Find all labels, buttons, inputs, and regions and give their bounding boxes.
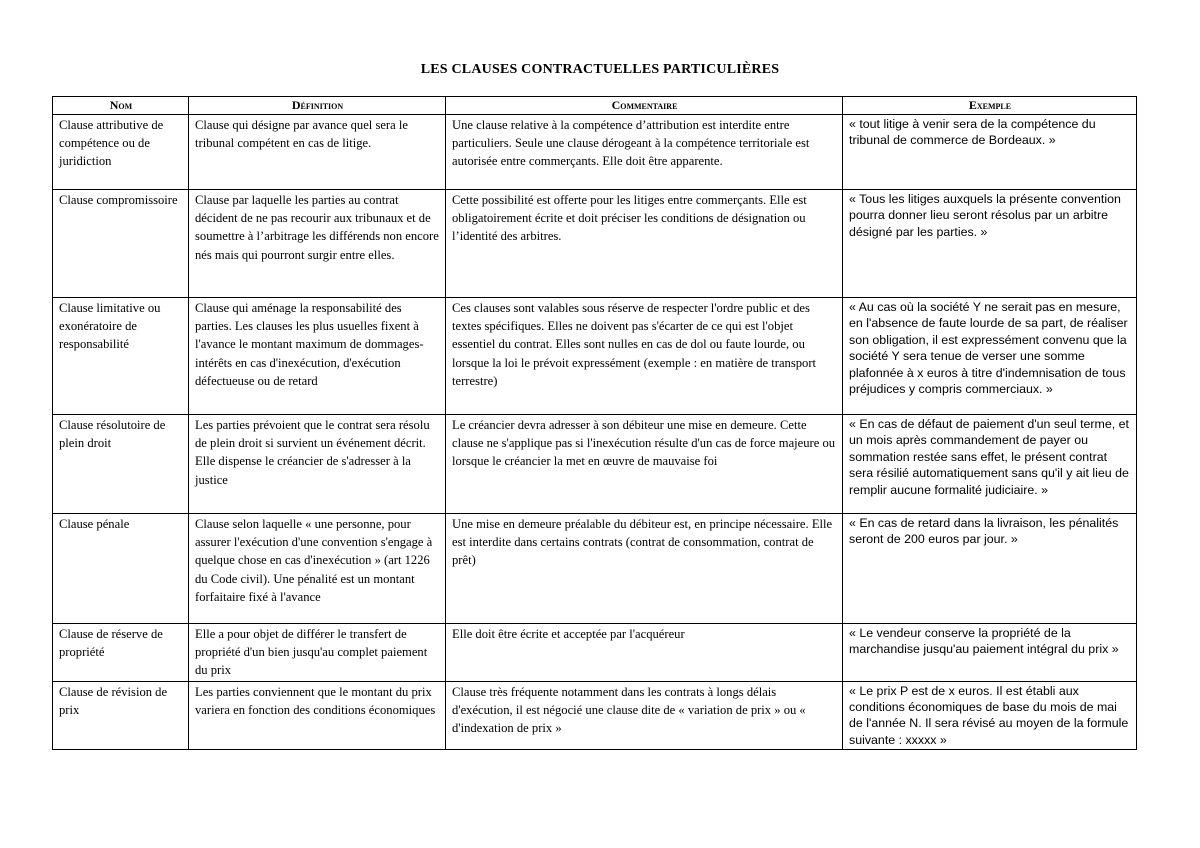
cell-commentaire: Cette possibilité est offerte pour les litiges entre commerçants. Elle est obligatoirement écrite et doit préciser les conditions de désignation ou l’identité des arbitres.: [446, 190, 843, 298]
cell-exemple: « Tous les litiges auxquels la présente convention pourra donner lieu seront résolus par un arbitre désigné par les parties. »: [843, 190, 1137, 298]
header-definition: Définition: [189, 97, 446, 115]
cell-nom: Clause résolutoire de plein droit: [53, 415, 189, 514]
cell-definition: Clause par laquelle les parties au contrat décident de ne pas recourir aux tribunaux et de soumettre à l’arbitrage les différends non encore nés mais qui pourront surgir entre elles.: [189, 190, 446, 298]
cell-commentaire: Ces clauses sont valables sous réserve de respecter l'ordre public et des textes spécifiques. Elles ne doivent pas s'écarter de ce qui est l'objet essentiel du contrat. Elles sont nulles en cas de dol ou faute lourde, ou lorsque la loi le prévoit expressément (exemple : en matière de transport terrestre): [446, 298, 843, 415]
cell-definition: Clause qui aménage la responsabilité des parties. Les clauses les plus usuelles fixent à l'avance le montant maximum de dommages- intérêts en cas d'inexécution, d'exécution défectueuse ou de retard: [189, 298, 446, 415]
table-row: [53, 190, 1137, 298]
cell-definition: Clause qui désigne par avance quel sera le tribunal compétent en cas de litige.: [189, 115, 446, 190]
table-row: [53, 624, 1137, 682]
cell-exemple: « En cas de défaut de paiement d'un seul terme, et un mois après commandement de payer ou sommation restée sans effet, le présent contrat sera résilié automatiquement sans qu'il y ait lieu de remplir aucune formalité judiciaire. »: [843, 415, 1137, 514]
table-row: [53, 681, 1137, 750]
cell-exemple: « En cas de retard dans la livraison, les pénalités seront de 200 euros par jour. »: [843, 514, 1137, 624]
cell-nom: Clause attributive de compétence ou de juridiction: [53, 115, 189, 190]
cell-commentaire: Clause très fréquente notamment dans les contrats à longs délais d'exécution, il est négocié une clause dite de « variation de prix » ou « d'indexation de prix »: [446, 681, 843, 750]
header-nom: Nom: [53, 97, 189, 115]
cell-nom: Clause de réserve de propriété: [53, 624, 189, 682]
table-row: [53, 514, 1137, 624]
cell-commentaire: Le créancier devra adresser à son débiteur une mise en demeure. Cette clause ne s'applique pas si l'inexécution résulte d'un cas de force majeure ou lorsque le créancier la met en œuvre de mauvaise foi: [446, 415, 843, 514]
table-row: [53, 298, 1137, 415]
clauses-table: [52, 96, 1137, 750]
header-exemple: Exemple: [843, 97, 1137, 115]
cell-commentaire: Une clause relative à la compétence d’attribution est interdite entre particuliers. Seule une clause dérogeant à la compétence territoriale est autorisée entre commerçants. Elle doit être apparente.: [446, 115, 843, 190]
cell-definition: Les parties prévoient que le contrat sera résolu de plein droit si survient un événement décrit. Elle dispense le créancier de s'adresser à la justice: [189, 415, 446, 514]
cell-commentaire: Elle doit être écrite et acceptée par l'acquéreur: [446, 624, 843, 682]
cell-nom: Clause compromissoire: [53, 190, 189, 298]
cell-exemple: « tout litige à venir sera de la compétence du tribunal de commerce de Bordeaux. »: [843, 115, 1137, 190]
table-row: [53, 415, 1137, 514]
header-commentaire: Commentaire: [446, 97, 843, 115]
cell-definition: Les parties conviennent que le montant du prix variera en fonction des conditions économiques: [189, 681, 446, 750]
table-header-row: [53, 97, 1137, 115]
cell-exemple: « Au cas où la société Y ne serait pas en mesure, en l'absence de faute lourde de sa part, de réaliser son obligation, il est expressément convenu que la société Y sera tenue de verser une somme plafonnée à x euros à titre d'indemnisation de tous préjudices y compris commerciaux. »: [843, 298, 1137, 415]
cell-nom: Clause de révision de prix: [53, 681, 189, 750]
cell-definition: Elle a pour objet de différer le transfert de propriété d'un bien jusqu'au complet paiement du prix: [189, 624, 446, 682]
cell-definition: Clause selon laquelle « une personne, pour assurer l'exécution d'une convention s'engage à quelque chose en cas d'inexécution » (art 1226 du Code civil). Une pénalité est un montant forfaitaire fixé à l'avance: [189, 514, 446, 624]
page-title: LES CLAUSES CONTRACTUELLES PARTICULIÈRES: [420, 62, 780, 77]
cell-commentaire: Une mise en demeure préalable du débiteur est, en principe nécessaire. Elle est interdite dans certains contrats (contrat de consommation, contrat de prêt): [446, 514, 843, 624]
table-row: [53, 115, 1137, 190]
cell-nom: Clause limitative ou exonératoire de responsabilité: [53, 298, 189, 415]
cell-exemple: « Le prix P est de x euros. Il est établi aux conditions économiques de base du mois de mai de l'année N. Il sera révisé au moyen de la formule suivante : xxxxx »: [843, 681, 1137, 750]
cell-exemple: « Le vendeur conserve la propriété de la marchandise jusqu'au paiement intégral du prix »: [843, 624, 1137, 682]
cell-nom: Clause pénale: [53, 514, 189, 624]
